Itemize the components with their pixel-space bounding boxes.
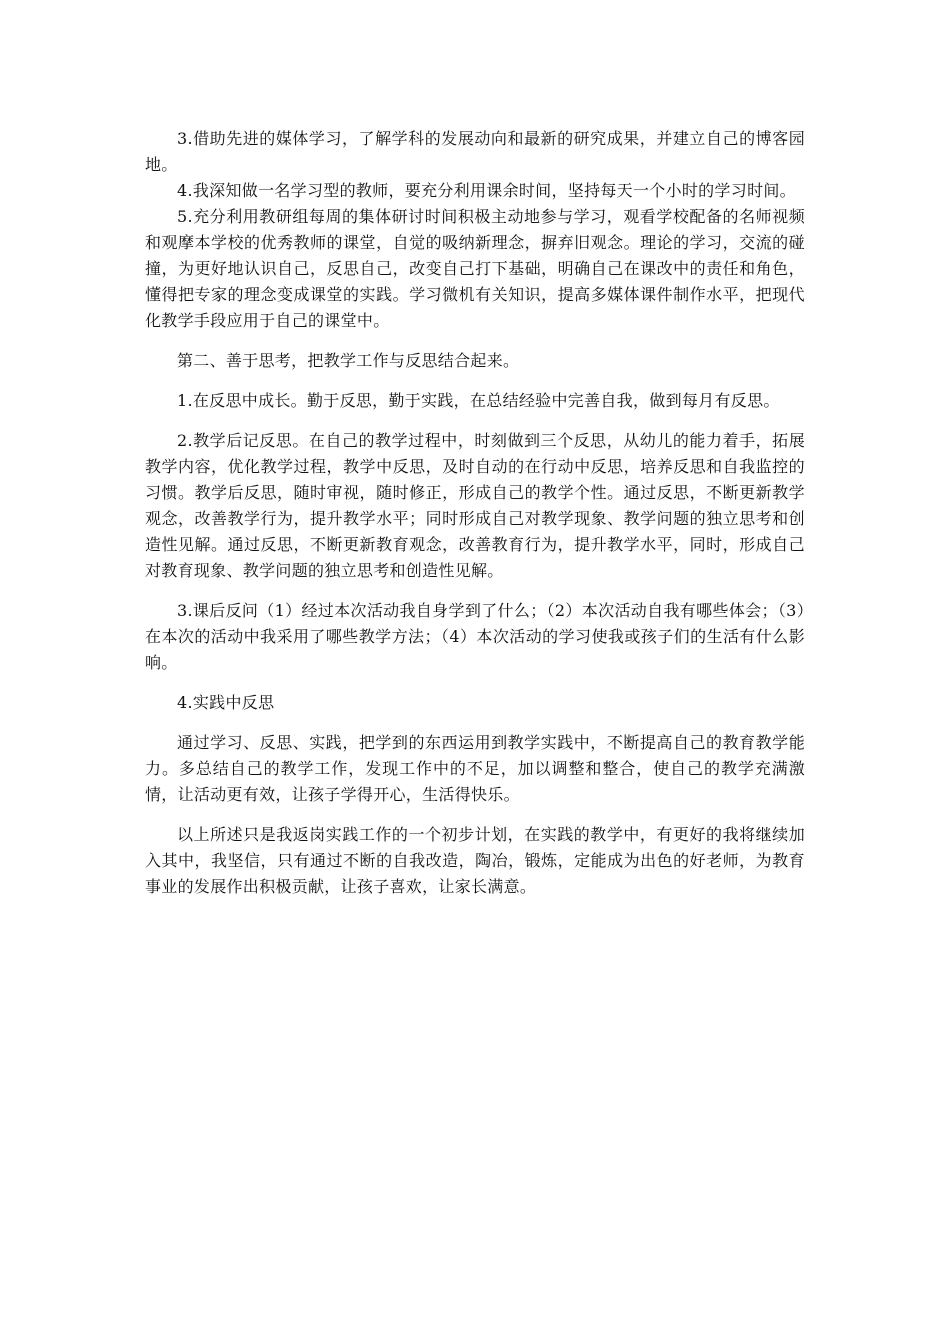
paragraph-gap [145,676,805,690]
paragraph-conclusion: 以上所述只是我返岗实践工作的一个初步计划，在实践的教学中，有更好的我将继续加入其中，我坚信，只有通过不断的自我改造，陶冶，锻炼，定能成为出色的好老师，为教育事业的发展作出积极贡献，让孩子喜欢，让家长满意。 [145,825,805,896]
document-body [145,126,805,900]
paragraph-gap [145,584,805,598]
paragraph-gap [145,334,805,348]
paragraph-study-time: 4.我深知做一名学习型的教师，要充分利用课余时间，坚持每天一个小时的学习时间。 [177,181,796,200]
paragraph-reflection-questions: 3.课后反问（1）经过本次活动我自身学到了什么；（2）本次活动自我有哪些体会；（3）在本次的活动中我采用了哪些教学方法；（4）本次活动的学习使我或孩子们的生活有什么影响。 [145,601,805,672]
paragraph-reflection-growth: 1.在反思中成长。勤于反思，勤于实践，在总结经验中完善自我，做到每月有反思。 [177,391,780,410]
paragraph-reflection-notes: 2.教学后记反思。在自己的教学过程中，时刻做到三个反思，从幼儿的能力着手，拓展教学内容，优化教学过程，教学中反思，及时自动的在行动中反思，培养反思和自我监控的习惯。教学后反思，随时审视，随时修正，形成自己的教学个性。通过反思，不断更新教学观念，改善教学行为，提升教学水平；同时形成自己对教学现象、教学问题的独立思考和创造性见解。通过反思，不断更新教育观念，改善教育行为，提升教学水平，同时，形成自己对教育现象、教学问题的独立思考和创造性见解。 [145,431,805,580]
paragraph-study-group: 5.充分利用教研组每周的集体研讨时间积极主动地参与学习，观看学校配备的名师视频和观摩本学校的优秀教师的课堂，自觉的吸纳新理念，摒弃旧观念。理论的学习，交流的碰撞，为更好地认识自己，反思自己，改变自己打下基础，明确自己在课改中的责任和角色，懂得把专家的理念变成课堂的实践。学习微机有关知识，提高多媒体课件制作水平，把现代化教学手段应用于自己的课堂中。 [145,207,805,330]
section-heading-reflection: 第二、善于思考，把教学工作与反思结合起来。 [177,351,520,370]
paragraph-practice-heading: 4.实践中反思 [177,693,275,712]
paragraph-gap [145,414,805,428]
paragraph-practice-body: 通过学习、反思、实践，把学到的东西运用到教学实践中，不断提高自己的教育教学能力。多总结自己的教学工作，发现工作中的不足，加以调整和整合，使自己的教学充满激情，让活动更有效，让孩子学得开心，生活得快乐。 [145,733,805,804]
paragraph-gap [145,716,805,730]
paragraph-gap [145,374,805,388]
paragraph-study-media: 3.借助先进的媒体学习，了解学科的发展动向和最新的研究成果，并建立自己的博客园地。 [145,129,805,174]
paragraph-gap [145,808,805,822]
